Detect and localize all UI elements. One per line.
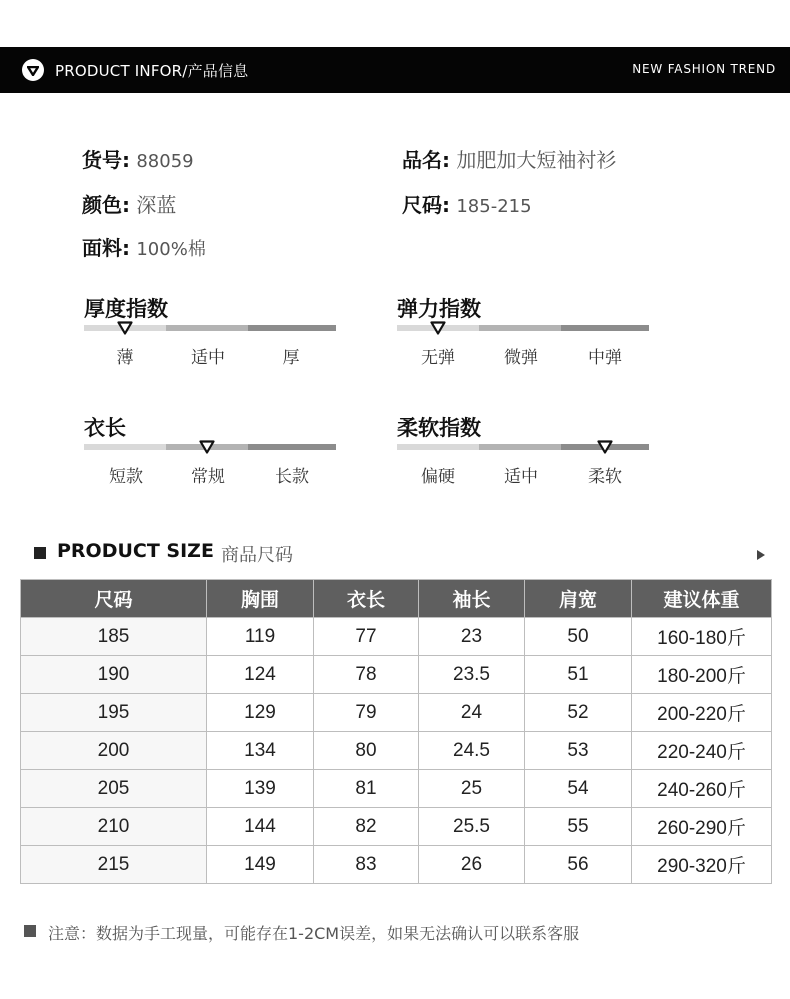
fabric-value: 100%棉	[136, 239, 206, 260]
column-header: 肩宽	[525, 580, 632, 618]
fabric-label: 面料:	[82, 236, 130, 260]
table-cell: 51	[525, 656, 632, 694]
table-cell: 180-200斤	[632, 656, 772, 694]
gauge-title: 弹力指数	[397, 297, 481, 321]
gauge-softness	[397, 412, 649, 492]
table-cell: 55	[525, 808, 632, 846]
table-cell: 53	[525, 732, 632, 770]
table-cell: 160-180斤	[632, 618, 772, 656]
gauge-label: 中弹	[588, 348, 622, 368]
table-cell: 210	[21, 808, 207, 846]
size-title-cn: 商品尺码	[221, 545, 293, 566]
size-table	[20, 579, 772, 884]
gauge-label: 短款	[109, 467, 143, 487]
gauge-label: 厚	[282, 348, 300, 368]
gauge-label: 微弹	[504, 348, 538, 368]
color-label: 颜色:	[82, 193, 130, 217]
table-row	[21, 656, 772, 694]
size-value: 185-215	[456, 196, 532, 217]
gauge-length	[84, 412, 336, 492]
table-cell: 81	[314, 770, 419, 808]
table-cell: 24.5	[419, 732, 525, 770]
table-cell: 220-240斤	[632, 732, 772, 770]
item-no-value: 88059	[136, 151, 194, 172]
info-item-no	[82, 144, 194, 173]
gauge-label: 偏硬	[421, 467, 455, 487]
table-cell: 215	[21, 846, 207, 884]
color-value: 深蓝	[136, 193, 177, 217]
table-cell: 134	[207, 732, 314, 770]
triangle-right-icon	[757, 550, 765, 560]
gauge-label: 适中	[191, 348, 225, 368]
square-bullet-icon	[24, 925, 36, 937]
gauge-marker-icon	[117, 321, 133, 335]
square-bullet-icon	[34, 547, 46, 559]
size-title-en: PRODUCT SIZE	[57, 540, 214, 562]
header-title: PRODUCT INFOR/产品信息	[55, 62, 249, 80]
table-cell: 124	[207, 656, 314, 694]
gauge-label: 柔软	[588, 467, 622, 487]
gauge-title: 柔软指数	[397, 416, 481, 440]
gauge-marker-icon	[199, 440, 215, 454]
table-cell: 139	[207, 770, 314, 808]
table-cell: 129	[207, 694, 314, 732]
header-bar	[0, 47, 790, 93]
gauge-title: 衣长	[84, 416, 126, 440]
table-cell: 23.5	[419, 656, 525, 694]
table-cell: 54	[525, 770, 632, 808]
table-cell: 83	[314, 846, 419, 884]
table-cell: 26	[419, 846, 525, 884]
column-header: 衣长	[314, 580, 419, 618]
table-cell: 25	[419, 770, 525, 808]
table-cell: 149	[207, 846, 314, 884]
name-value: 加肥加大短袖衬衫	[456, 148, 617, 172]
table-row	[21, 808, 772, 846]
gauge-marker-icon	[430, 321, 446, 335]
gauge-thickness	[84, 293, 336, 373]
table-cell: 24	[419, 694, 525, 732]
table-row	[21, 618, 772, 656]
header-slogan: NEW FASHION TREND	[632, 62, 776, 76]
table-header-row	[21, 580, 772, 618]
table-row	[21, 846, 772, 884]
table-cell: 79	[314, 694, 419, 732]
table-cell: 82	[314, 808, 419, 846]
table-cell: 78	[314, 656, 419, 694]
info-size	[402, 189, 532, 218]
name-label: 品名:	[402, 148, 450, 172]
column-header: 胸围	[207, 580, 314, 618]
table-cell: 144	[207, 808, 314, 846]
gauge-label: 常规	[191, 467, 225, 487]
table-cell: 77	[314, 618, 419, 656]
table-cell: 56	[525, 846, 632, 884]
column-header: 建议体重	[632, 580, 772, 618]
table-row	[21, 770, 772, 808]
table-cell: 23	[419, 618, 525, 656]
gauge-label: 薄	[116, 348, 134, 368]
table-cell: 205	[21, 770, 207, 808]
gauge-elasticity	[397, 293, 649, 373]
column-header: 袖长	[419, 580, 525, 618]
column-header: 尺码	[21, 580, 207, 618]
table-cell: 185	[21, 618, 207, 656]
table-cell: 200-220斤	[632, 694, 772, 732]
gauge-label: 适中	[504, 467, 538, 487]
gauge-label: 长款	[275, 467, 309, 487]
table-row	[21, 732, 772, 770]
table-cell: 200	[21, 732, 207, 770]
table-cell: 240-260斤	[632, 770, 772, 808]
size-label: 尺码:	[402, 193, 450, 217]
note-text: 注意：数据为手工现量，可能存在1-2CM误差，如果无法确认可以联系客服	[48, 924, 580, 943]
item-no-label: 货号:	[82, 148, 130, 172]
chevron-down-badge-icon	[22, 59, 44, 81]
table-cell: 50	[525, 618, 632, 656]
info-fabric	[82, 232, 206, 261]
table-cell: 25.5	[419, 808, 525, 846]
table-cell: 190	[21, 656, 207, 694]
table-cell: 80	[314, 732, 419, 770]
info-name	[402, 144, 616, 173]
gauge-title: 厚度指数	[84, 297, 168, 321]
gauge-marker-icon	[597, 440, 613, 454]
gauge-label: 无弹	[421, 348, 455, 368]
table-cell: 52	[525, 694, 632, 732]
info-color	[82, 189, 176, 218]
table-cell: 195	[21, 694, 207, 732]
table-row	[21, 694, 772, 732]
table-cell: 260-290斤	[632, 808, 772, 846]
table-cell: 119	[207, 618, 314, 656]
table-cell: 290-320斤	[632, 846, 772, 884]
